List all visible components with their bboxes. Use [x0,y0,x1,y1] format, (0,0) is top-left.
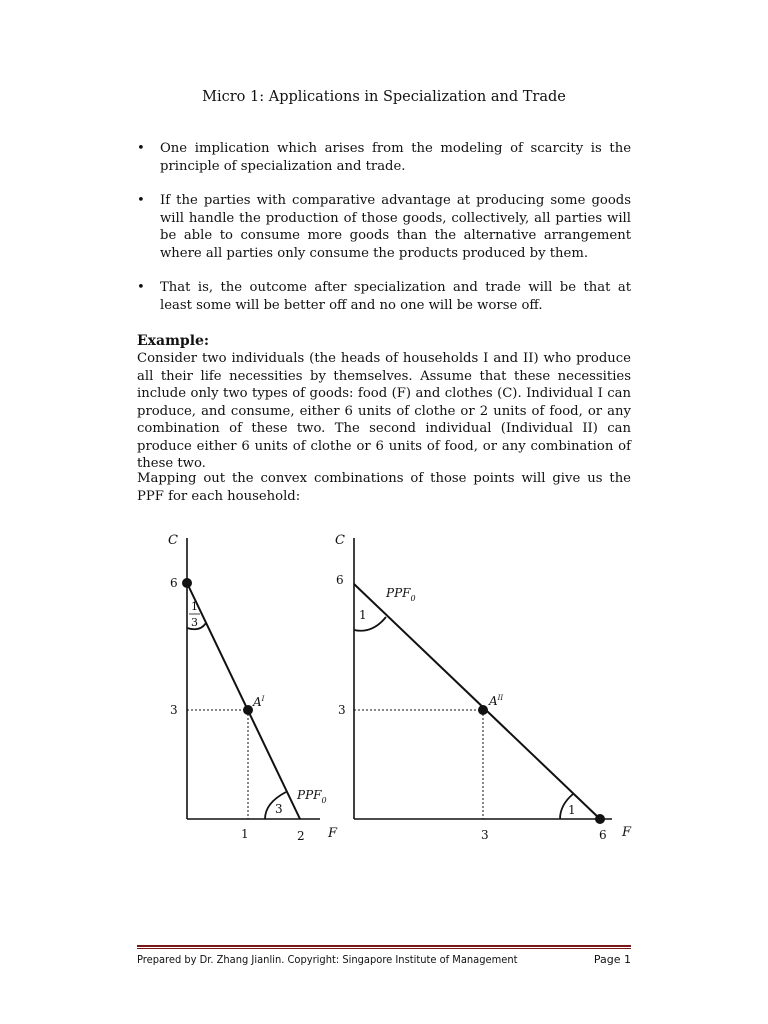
ppf-text: PPF [297,788,322,802]
ppf-subscript: 0 [410,594,416,603]
y-mid-label: 3 [170,703,178,717]
x-intercept-label: 2 [297,829,305,843]
slope-bottom-label: 3 [275,802,283,816]
page-number: Page 1 [593,953,631,966]
list-item [137,140,631,175]
y-intercept-label: 6 [170,576,178,590]
mapping-paragraph: Mapping out the convex combinations of those points will give us the PPF for each household: [137,471,631,504]
x-mid-label: 3 [481,828,489,842]
intercept-point [182,578,192,588]
ppf-household-one [168,533,338,843]
slope-top-numerator: 1 [191,600,198,613]
ppf-household-two [335,533,632,842]
bullet-icon: • [137,280,145,295]
y-axis-label: C [168,533,178,548]
point-letter: A [253,695,262,709]
point-superscript: II [497,694,504,702]
ppf-label [296,788,327,805]
point-a [243,705,253,715]
footer-divider [137,945,631,947]
ppf-line [354,584,600,819]
ppf-label [385,586,416,603]
example-heading: Example: [137,333,210,349]
y-axis-label: C [335,533,345,548]
x-mid-label: 1 [241,827,249,841]
footer-divider-thin [137,948,631,949]
footer-credit: Prepared by Dr. Zhang Jianlin. Copyright: Singapore Institute of Management [137,953,518,966]
x-axis-label: F [622,825,632,840]
point-a-label [252,695,265,709]
bullet-text: That is, the outcome after specialization and trade will be that at least some will be better off and no one will be worse off. [160,280,631,313]
point-a-label [488,694,503,708]
ppf-subscript: 0 [321,796,327,805]
list-item [137,192,631,262]
point-superscript: I [261,695,265,703]
slope-bottom-label: 1 [568,803,576,817]
bullet-icon: • [137,141,145,156]
bullet-icon: • [137,193,145,208]
bullet-text: If the parties with comparative advantage at producing some goods will handle the production of those goods, collectively, all parties will be able to consume more goods than the alternative arrangement where all parties only consume the products produced by them. [160,193,631,261]
list-item [137,279,631,314]
ppf-line [187,583,300,819]
page-title: Micro 1: Applications in Specialization and Trade [202,89,566,105]
y-intercept-label: 6 [336,573,344,587]
slope-top-denominator: 3 [191,616,198,629]
example-paragraph: Consider two individuals (the heads of households I and II) who produce all their life necessities by themselves. Assume that these necessities include only two types of goods: food (F) and clothes (C). Individual I can produce, and consume, either 6 units of clothe or 2 units of food, or any combination of these two. The second individual (Individual II) can produce either 6 units of clothe or 6 units of food, or any combination of these two. [137,351,631,471]
point-a [478,705,488,715]
bullet-text: One implication which arises from the modeling of scarcity is the principle of specialization and trade. [160,141,631,174]
ppf-text: PPF [386,586,411,600]
slope-top-label: 1 [359,608,367,622]
x-axis-label: F [328,826,338,841]
ppf-figure [130,520,650,850]
intercept-point [595,814,605,824]
point-letter: A [489,694,498,708]
y-mid-label: 3 [338,703,346,717]
x-intercept-label: 6 [599,828,607,842]
bullet-list [137,140,631,331]
